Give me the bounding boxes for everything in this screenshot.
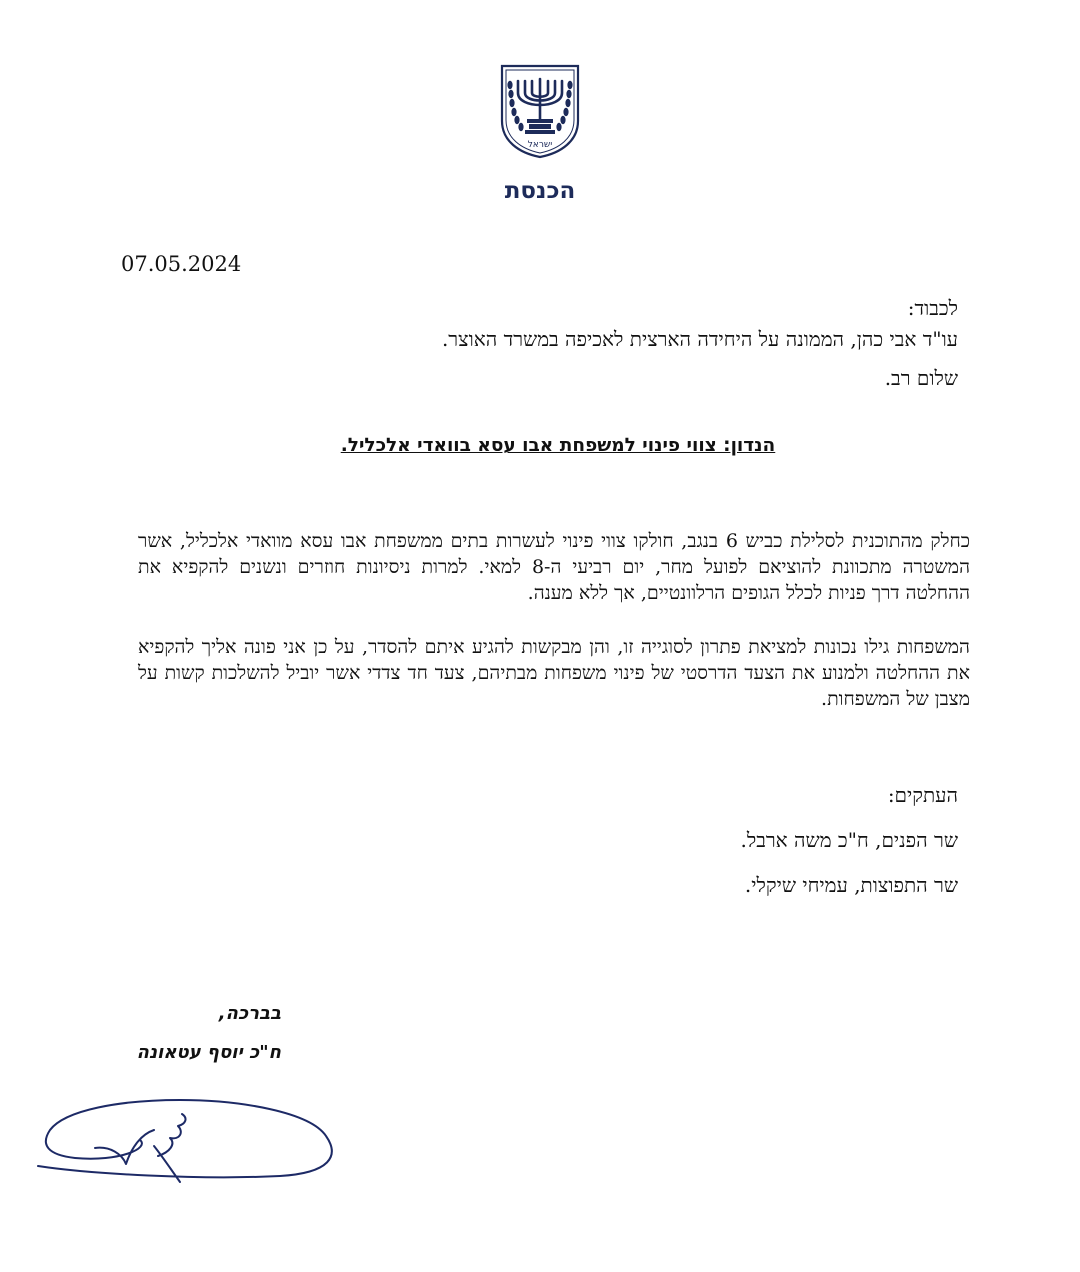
closing-phrase: בברכה, — [218, 1003, 281, 1024]
to-label: לכבוד: — [907, 296, 958, 320]
signer-name: ח"כ יוסף עטאונה — [136, 1042, 281, 1063]
greeting: שלום רב. — [884, 366, 958, 390]
body-paragraph-2: המשפחות גילו נכונות למציאת פתרון לסוגייה זו, והן מבקשות להגיע איתם להסדר, על כן אני פונה אליך להקפיא את ההחלטה ולמנוע את הצעד הדרסטי של פינוי משפחות מבתיהם, צעד חד צדדי אשר יוביל להשלכות קשות על מצבן של המשפחות. — [138, 636, 970, 710]
subject-line: הנדון: צווי פינוי למשפחת אבו עסא בוואדי אלכליל. — [340, 435, 776, 456]
copy-recipient-1: שר הפנים, ח"כ משה ארבל. — [740, 828, 958, 852]
emblem-text: ישראל — [527, 140, 553, 150]
institution-name: הכנסת — [504, 178, 576, 204]
copy-recipient-2: שר התפוצות, עמיחי שיקלי. — [744, 873, 958, 897]
copies-label: העתקים: — [887, 783, 958, 807]
body-paragraph-1: כחלק מהתוכנית לסלילת כביש 6 בנגב, חולקו צווי פינוי לעשרות בתים ממשפחת אבו עסא מוואדי אלכליל, אשר המשטרה מתכוונת להוציאם לפועל מחר, יום רביעי ה-8 למאי. למרות ניסיונות חוזרים ונשנים להקפיא את ההחלטה דרך פניות לכלל הגופים הרלוונטיים, אך ללא מענה. — [138, 530, 971, 604]
emblem-of-israel-icon — [499, 63, 581, 159]
handwritten-signature-icon — [30, 1090, 350, 1200]
letter-date: 07.05.2024 — [121, 252, 242, 276]
recipient-line: עו"ד אבי כהן, הממונה על היחידה הארצית לאכיפה במשרד האוצר. — [441, 327, 958, 351]
